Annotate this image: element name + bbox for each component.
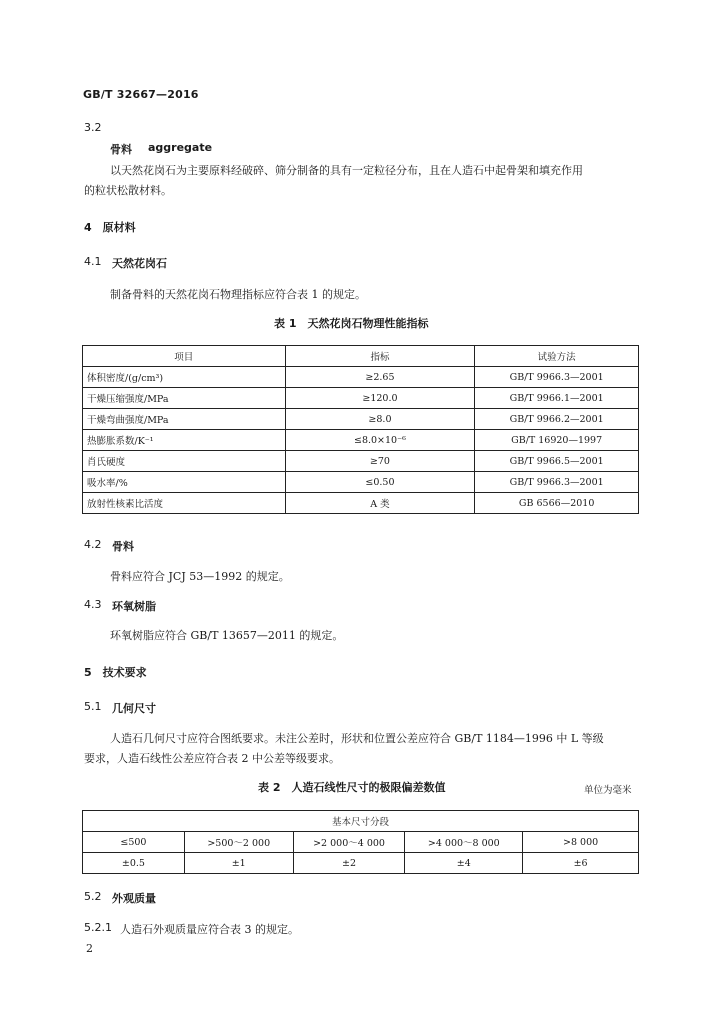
table-row: [83, 832, 639, 853]
range-cell: >2 000～4 000: [293, 832, 405, 853]
definition-line-2: 的粒状松散材料。: [84, 184, 172, 197]
tolerance-cell: ±2: [293, 853, 405, 874]
paragraph-4-3: 环氧树脂应符合 GB/T 13657—2011 的规定。: [110, 629, 344, 642]
item-cell: 肖氏硬度: [83, 451, 286, 472]
paragraph-4-2: 骨料应符合 JCJ 53—1992 的规定。: [110, 570, 290, 583]
paragraph-5-1-line-2: 要求，人造石线性公差应符合表 2 中公差等级要求。: [84, 752, 340, 765]
range-cell: >500～2 000: [184, 832, 293, 853]
item-cell: 吸水率/%: [83, 472, 286, 493]
paragraph-4-1: 制备骨料的天然花岗石物理指标应符合表 1 的规定。: [110, 288, 366, 301]
tolerance-cell: ±0.5: [83, 853, 185, 874]
method-cell: GB/T 9966.1—2001: [475, 388, 639, 409]
method-cell: GB/T 9966.2—2001: [475, 409, 639, 430]
header-cell: 试验方法: [475, 346, 639, 367]
header-cell: 基本尺寸分段: [83, 811, 639, 832]
method-cell: GB/T 9966.3—2001: [475, 367, 639, 388]
value-cell: ≥8.0: [285, 409, 475, 430]
paragraph-5-2-1: 人造石外观质量应符合表 3 的规定。: [120, 923, 299, 936]
value-cell: ≥2.65: [285, 367, 475, 388]
clause-number: 3.2: [84, 121, 102, 134]
table-header-row: [83, 811, 639, 832]
table-1: [82, 345, 639, 514]
page-number: 2: [86, 942, 93, 955]
value-cell: ≤0.50: [285, 472, 475, 493]
value-cell: ≤8.0×10⁻⁶: [285, 430, 475, 451]
table-row: [83, 493, 639, 514]
paragraph-5-1-line-1: 人造石几何尺寸应符合图纸要求。未注公差时，形状和位置公差应符合 GB/T 1184—1996 中 L 等级: [110, 732, 604, 745]
table2-caption: 表 2 人造石线性尺寸的极限偏差数值: [258, 781, 446, 794]
item-cell: 干燥压缩强度/MPa: [83, 388, 286, 409]
table-row: [83, 451, 639, 472]
range-cell: >8 000: [523, 832, 639, 853]
table-row: [83, 367, 639, 388]
method-cell: GB/T 16920—1997: [475, 430, 639, 451]
clause-title-5-2: 外观质量: [112, 892, 156, 905]
table2-unit: 单位为毫米: [584, 785, 632, 796]
term-chinese: 骨料: [110, 143, 132, 156]
tolerance-cell: ±4: [405, 853, 523, 874]
table-row: [83, 853, 639, 874]
table-row: [83, 430, 639, 451]
header-cell: 指标: [285, 346, 475, 367]
method-cell: GB/T 9966.5—2001: [475, 451, 639, 472]
item-cell: 放射性核素比活度: [83, 493, 286, 514]
value-cell: ≥120.0: [285, 388, 475, 409]
item-cell: 体积密度/(g/cm³): [83, 367, 286, 388]
range-cell: >4 000～8 000: [405, 832, 523, 853]
clause-title-4-2: 骨料: [112, 540, 134, 553]
value-cell: A 类: [285, 493, 475, 514]
clause-number-4-1: 4.1: [84, 255, 102, 268]
table1-caption: 表 1 天然花岗石物理性能指标: [274, 317, 429, 330]
clause-number-5-2-1: 5.2.1: [84, 921, 112, 934]
item-cell: 热膨胀系数/K⁻¹: [83, 430, 286, 451]
clause-number-4-2: 4.2: [84, 538, 102, 551]
table-row: [83, 472, 639, 493]
table-row: [83, 409, 639, 430]
section-heading-5: 5 技术要求: [84, 666, 147, 679]
clause-number-4-3: 4.3: [84, 598, 102, 611]
range-cell: ≤500: [83, 832, 185, 853]
value-cell: ≥70: [285, 451, 475, 472]
item-cell: 干燥弯曲强度/MPa: [83, 409, 286, 430]
tolerance-cell: ±1: [184, 853, 293, 874]
term-english: aggregate: [148, 141, 213, 154]
table-row: [83, 388, 639, 409]
header-cell: 项目: [83, 346, 286, 367]
clause-title-4-3: 环氧树脂: [112, 600, 156, 613]
clause-title-5-1: 几何尺寸: [112, 702, 156, 715]
method-cell: GB 6566—2010: [475, 493, 639, 514]
tolerance-cell: ±6: [523, 853, 639, 874]
page-header: GB/T 32667—2016: [83, 88, 199, 101]
clause-title-4-1: 天然花岗石: [112, 257, 167, 270]
table-2: [82, 810, 639, 874]
section-heading-4: 4 原材料: [84, 221, 136, 234]
clause-number-5-1: 5.1: [84, 700, 102, 713]
clause-number-5-2: 5.2: [84, 890, 102, 903]
table-header-row: [83, 346, 639, 367]
method-cell: GB/T 9966.3—2001: [475, 472, 639, 493]
definition-line-1: 以天然花岗石为主要原料经破碎、筛分制备的具有一定粒径分布，且在人造石中起骨架和填充作用: [110, 164, 583, 177]
